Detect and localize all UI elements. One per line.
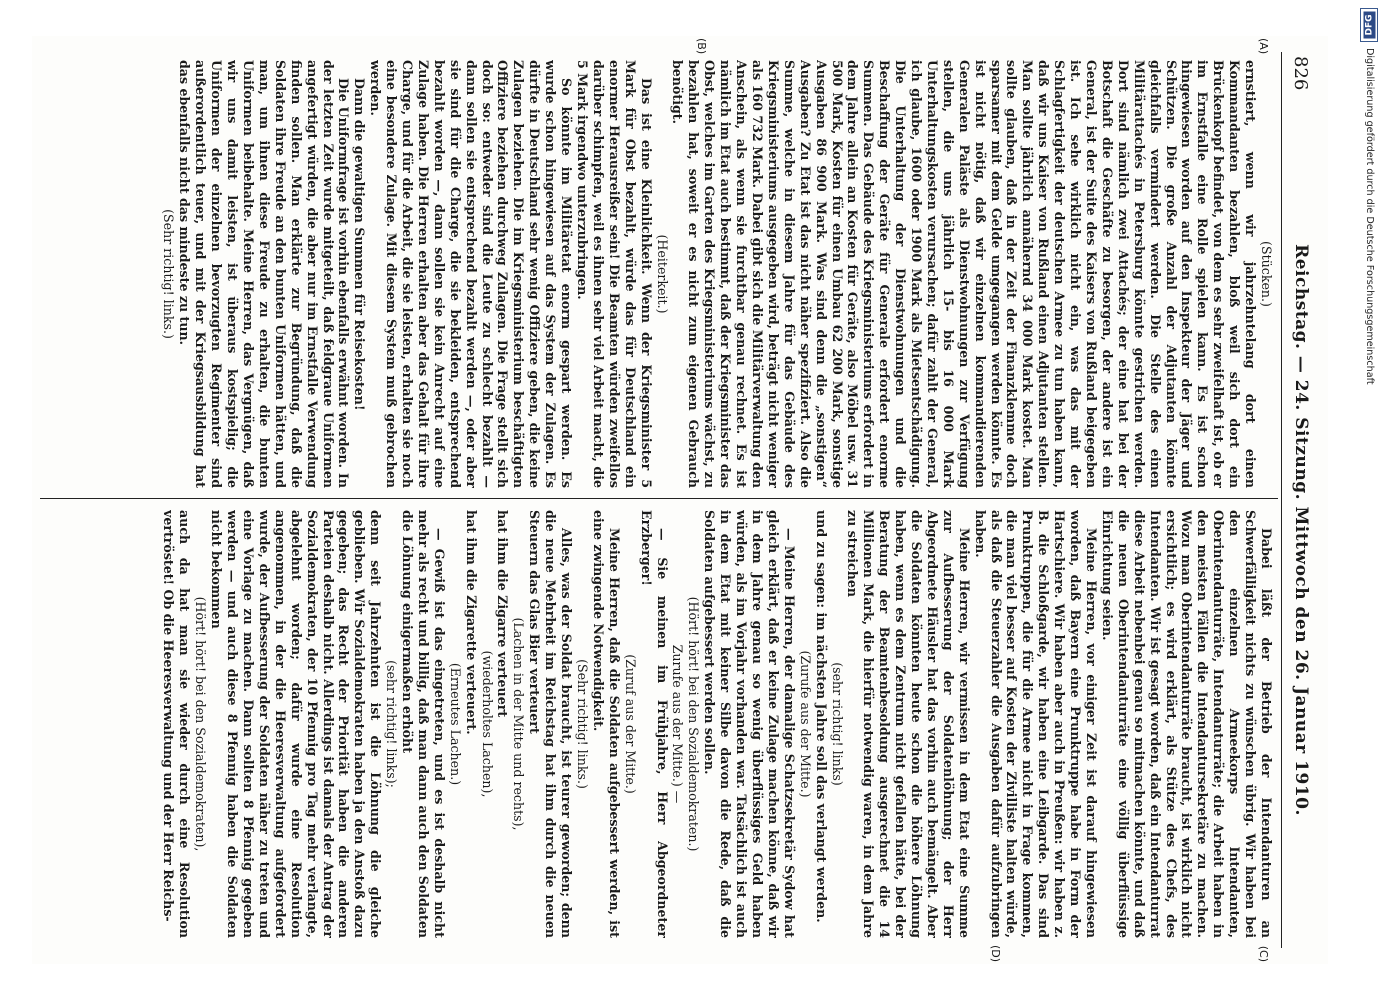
- right-column-paragraph: hat ihm die Zigarette verteuert.: [463, 510, 479, 735]
- right-column-paragraph: — Gewiß ist das eingetreten, und es ist deshalb nicht mehr als recht und billig, daß man dann auch den Soldaten die Löhnung einigermaßen erhöht: [400, 510, 447, 938]
- newspaper-page: [32, 36, 1328, 964]
- page-header: [1284, 56, 1318, 944]
- left-column-paragraph: Das ist eine Kleinlichkeit. Wenn der Kriegsminister 5 Mark für Obst bezahlt, würde das für Deutschland ein enormer Herausreißer sein! Die Beamten würden zweifellos darüber schimpfen, weil es ihnen sehr viel Arbeit macht, die 5 Mark irgendwo unterzubringen.: [575, 60, 654, 488]
- right-column-paragraph: auch da hat man sie wieder durch eine Resolution vertröstet! Ob die Heeresverwaltung und der Herr Reichs-: [161, 510, 193, 938]
- margin-mark-a: (A): [1257, 38, 1270, 55]
- right-column-paragraph: hat ihm die Zigarre verteuert: [495, 510, 511, 718]
- digitization-credit: [1359, 48, 1379, 548]
- left-column-paragraph: Dann die gewaltigen Summen für Reisekosten!: [352, 78, 368, 411]
- left-column-paragraph: (Stücken.): [1259, 241, 1274, 307]
- header-rule: [1281, 52, 1282, 948]
- column-divider: [40, 498, 1278, 499]
- digitization-credit-text: Digitalisierung gefördert durch die Deutsche Forschungsgemeinschaft: [1364, 48, 1375, 385]
- right-column-paragraph: denn seit Jahrzehnten ist die Löhnung die gleiche geblieben. Wir Sozialdemokraten haben ja den Anstoß dazu gegeben; das Recht der Priorität haben die anderen Parteien deshalb nicht. Allerdings ist damals der Antrag der Sozialdemokraten, der 10 Pfennig pro Tag mehr verlangte, abgelehnt worden; dafür wurde eine Resolution angenommen, in der die Heeresverwaltung aufgefordert wurde, der Aufbesserung der Soldaten näher zu treten und eine Vorlage zu machen. Dann sollten 8 Pfennig gegeben werden — und auch diese 8 Pfennig haben die Soldaten nicht bekommen: [209, 510, 384, 938]
- right-column-paragraph: (Hört! hört! bei den Sozialdemokraten.): [686, 596, 702, 852]
- right-text-column: [42, 510, 1274, 938]
- right-column-paragraph: (Hört! hört! bei den Sozialdemokraten),: [193, 596, 209, 852]
- right-column-paragraph: (Lachen in der Mitte und rechts),: [511, 617, 527, 831]
- running-title: Reichstag. — 24. Sitzung. Mittwoch den 26. Januar 1910.: [1291, 244, 1311, 816]
- page-number: 826: [1290, 56, 1312, 91]
- left-column-paragraph: Die Uniformfrage ist vorhin ebenfalls erwähnt worden. In der letzten Zeit wurde mitgeteilt, daß feldgraue Uniformen angefertigt würden, die aber nur im Ernstfalle Verwendung finden sollen. Man erklärte zur Begründung, daß die Soldaten ihre Freude an den bunten Uniformen hätten, und man, um ihnen diese Freude zu erhalten, die bunten Uniformen beibehalte. Meine Herren, das Vergnügen, daß wir uns damit leisten, ist überaus kostspielig; die Uniformen der einzelnen bevorzugten Regimenter sind außerordentlich teuer, und mit der Kriegsausbildung hat das ebenfalls nicht das mindeste zu tun.: [177, 60, 352, 488]
- right-column-paragraph: (wiederholtes Lachen),: [479, 650, 495, 798]
- left-column-paragraph: (Heiterkeit.): [654, 234, 670, 314]
- left-text-column: [42, 60, 1274, 488]
- right-column-paragraph: und zu sagen: im nächsten Jahre soll das verlangt werden.: [813, 510, 829, 923]
- right-column-paragraph: Zurufe aus der Mitte.) —: [670, 644, 686, 804]
- left-column-paragraph: ernstiert, wenn wir jahrzehntelang dort einen Kommandanten bezahlen, bloß weil sich dort ein Brückenkopf befindet, von dem es sehr zweifelhaft ist, ob er im Ernstfalle eine Rolle spielen kann. Es ist schon hingewiesen worden auf den Inspekteur der Jäger und Schützen. Die große Anzahl der Adjutanten könnte gleichfalls vermindert werden. Die Stelle des einen Militärattachés in Petersburg könnte gestrichen werden. Dort sind nämlich zwei Attachés; der eine hat bei der Botschaft die Geschäfte zu besorgen, der andere ist ein General, ist der Suite des Kaisers von Rußland beigegeben ist. Ich sehe wirklich nicht ein, was das mit der Schlagfertigkeit der deutschen Armee zu tun haben kann, daß wir uns Kaiser von Rußland einen Adjutanten stellen. Man sollte jährlich annähernd 34 000 Mark kostet. Man sollte glauben, daß in der Zeit der Finanzklemme doch sparsamer mit dem Gelde umgegangen werden könnte. Es ist nicht nötig, daß wir einzelnen kommandierenden Generalen Paläste als Dienstwohnungen zur Verfügung stellen, die uns jährlich 15- bis 16 000 Mark Unterhaltungskosten verursachen; dafür zahlt der General, ich glaube, 1600 oder 1900 Mark als Mietsentschädigung. Die Unterhaltung der Dienstwohnungen und die Beschaffung der Geräte für Generale erfordert enorme Summen. Das Gebäude des Kriegsministeriums erfordert in dem Jahre allein an Kosten für Geräte, also Möbel usw. 31 500 Mark, Kosten für einen Umbau 62 200 Mark, sonstige Ausgaben 86 900 Mark. Was sind denn die „sonstigen“ Ausgaben? Zu Etat ist das nicht näher spezifiziert. Also die Summe, welche in diesem Jahre für das Gebäude des Kriegsministeriums ausgegeben wird, beträgt nicht weniger als 160 732 Mark. Dabei gibt sich die Militärverwaltung den Anschein, als wenn sie furchtbar genau rechnet. Es ist nämlich im Etat auch bestimmt, daß der Kriegsminister das Obst, welches im Garten des Kriegsministeriums wächst, zu bezahlen hat, soweit er es nicht zum eigenen Gebrauch benötigt.: [670, 60, 1259, 488]
- margin-mark-d: (D): [989, 944, 1002, 962]
- right-column-paragraph: — Meine Herren, der damalige Schatzsekretär Sydow hat gleich erklärt, daß er keine Zulage machen könne, daß wir in dem Jahre genau so wenig überflüssiges Geld haben würden, als im Vorjahr vorhanden war. Tatsächlich ist auch in dem Etat mit keiner Silbe davon die Rede, daß die Soldaten aufgebessert werden sollen.: [702, 510, 797, 938]
- dfg-logo-text: DFG: [1363, 11, 1375, 38]
- right-column-paragraph: Meine Herren, daß die Soldaten aufgebessert werden, ist eine zwingende Notwendigkeit.: [590, 510, 622, 938]
- left-column-paragraph: So könnte im Militäretat enorm gespart werden. Es wurde schon hingewiesen auf das System der Zulagen. Es dürfte in Deutschland sehr wenig Offiziere geben, die keine Zulagen beziehen. Die im Kriegsministerium beschäftigten Offiziere beziehen durchweg Zulagen. Die Frage stellt sich doch so: entweder sind die Leute zu schlecht bezahlt — dann sollen sie entsprechend bezahlt werden —, oder aber sie sind für die Charge, die sie bekleiden, entsprechend bezahlt worden —, dann sollen sie kein Anrecht auf eine Zulage haben. Die Herren erhalten aber das Gehalt für ihre Charge, und für die Arbeit, die sie leisten, erhalten sie noch eine besondere Zulage. Mit diesem System muß gebrochen werden.: [368, 60, 575, 488]
- right-column-paragraph: Meine Herren, vor einiger Zeit ist darauf hingewiesen worden, daß Bayern eine Prunktruppe habe in Form der Hartschiere. Wir haben aber auch in Preußen: wir haben z. B. die Schloßgarde, wir haben eine Leibgarde. Das sind Prunktruppen, die für die Armee nicht in Frage kommen, die man viel besser auf Kosten der Zivilliste halten würde, als daß die Steuerzahler die Ausgaben dafür aufzubringen haben.: [972, 510, 1100, 938]
- right-column-paragraph: (sehr richtig! links);: [384, 660, 400, 788]
- right-column-paragraph: (Erneutes Lachen.): [447, 662, 463, 786]
- dfg-logo: [1360, 8, 1378, 42]
- dfg-side-label: [1359, 8, 1379, 548]
- right-column-paragraph: (Zuruf aus der Mitte.): [622, 654, 638, 794]
- right-column-paragraph: Dabei läßt der Betrieb der Intendanturen an Schwerfälligkeit nichts zu wünschen übrig. Wir haben bei den einzelnen Armeekorps Intendanten, Oberintendanturräte, Intendanturräte; die Arbeit haben in den meisten Fällen die Intendantursekretäre zu machen. Wozu man Oberintendanturräte braucht, ist wirklich nicht ersichtlich; es wird erklärt, als Stütze des Chefs, des Intendanten. Wir ist gesagt worden, daß ein Intendanturrat diese Arbeit nebenbei genau so mitmachen könnte, und daß die neuen Oberintendanturräte eine völlig überflüssige Einrichtung seien.: [1099, 510, 1274, 938]
- margin-mark-c: (C): [1257, 945, 1270, 962]
- right-column-paragraph: Meine Herren, wir vermissen in dem Etat eine Summe zur Aufbesserung der Soldatenlöhnung; der Herr Abgeordnete Häusler hat das vorhin auch bemängelt. Aber die Soldaten könnten heute schon die höhere Löhnung haben, wenn es dem Zentrum nicht gefallen hätte, bei der Beratung der Beamtenbesoldung ausgerechnet die 14 Millionen Mark, die hierfür notwendig waren, in dem Jahre zu streichen: [845, 510, 972, 938]
- right-column-paragraph: — Sie meinen im Frühjahre, Herr Abgeordneter Erzberger!: [638, 510, 670, 938]
- right-column-paragraph: Alles, was der Soldat braucht, ist teurer geworden; denn die neue Mehrheit im Reichstag hat ihm durch die neuen Steuern das Glas Bier verteuert: [527, 510, 575, 938]
- right-column-paragraph: (Zurufe aus der Mitte.): [797, 650, 813, 798]
- margin-mark-b: (B): [695, 38, 708, 55]
- left-column-paragraph: (Sehr richtig! links.): [161, 209, 177, 339]
- right-column-paragraph: (sehr richtig! links): [829, 662, 845, 786]
- right-column-paragraph: (Sehr richtig! links.): [575, 659, 591, 789]
